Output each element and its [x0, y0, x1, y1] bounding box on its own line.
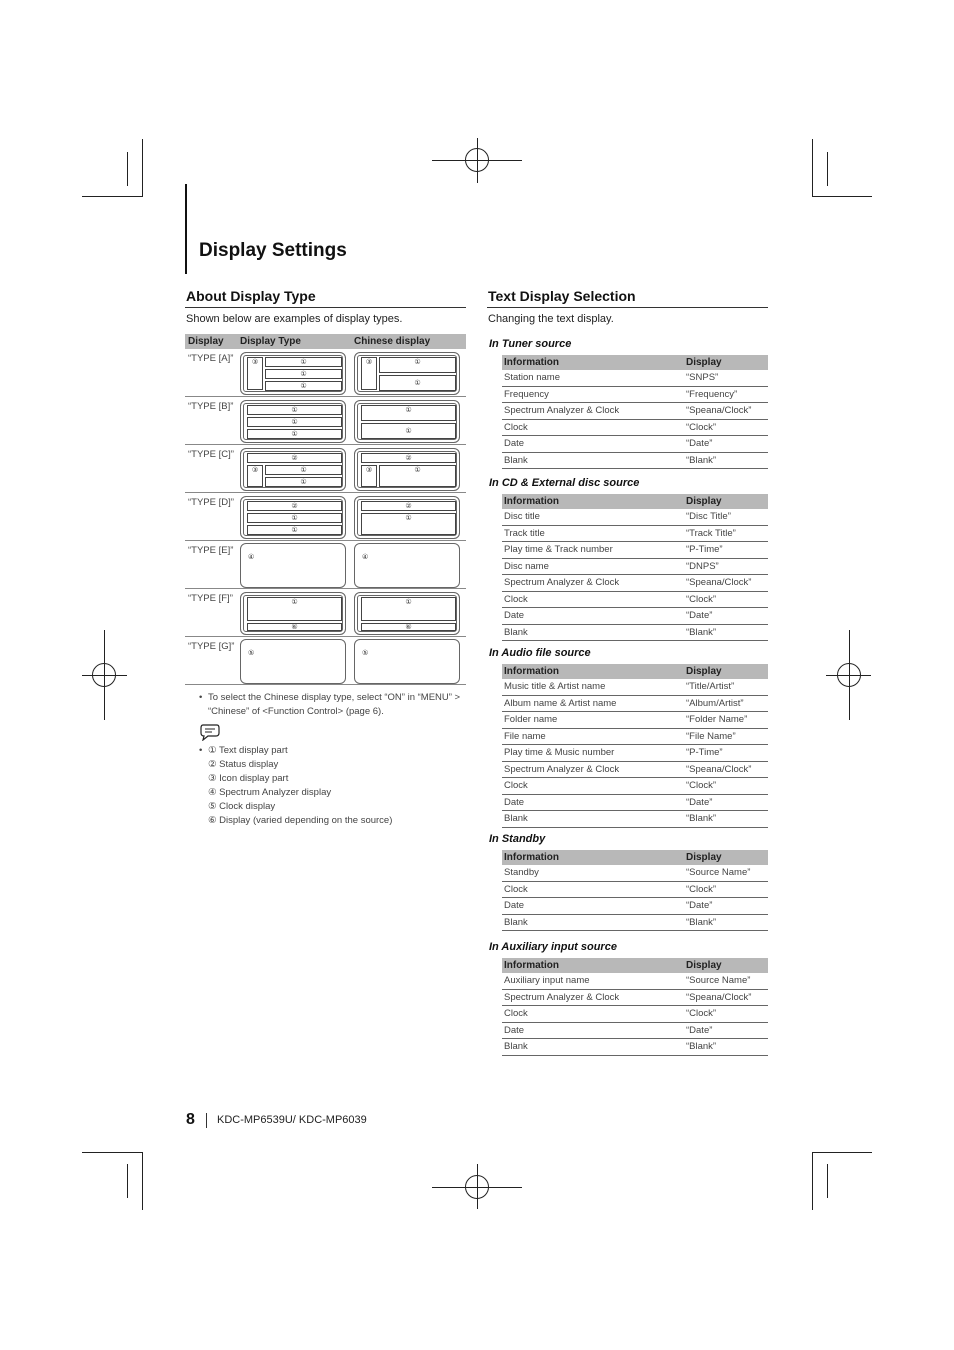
text-part-cell: ①	[247, 513, 342, 523]
display-cell: “Disc Title”	[686, 511, 731, 522]
table-row	[502, 778, 768, 795]
text-part-cell: ①	[379, 357, 456, 373]
icon-part-cell: ③	[247, 357, 263, 390]
table-row	[502, 712, 768, 729]
about-intro: Shown below are examples of display types.	[186, 313, 403, 325]
col-display: Display	[188, 336, 224, 347]
info-cell: Clock	[504, 1008, 528, 1019]
display-preview	[240, 592, 346, 635]
chinese-display-preview	[354, 639, 460, 684]
text-display-heading: Text Display Selection	[488, 288, 636, 304]
text-part-cell: ①	[247, 417, 342, 427]
display-cell: “P-Time”	[686, 544, 723, 555]
table-row	[502, 559, 768, 576]
source-table	[502, 958, 768, 1056]
source-table	[502, 850, 768, 931]
display-cell: “Title/Artist”	[686, 681, 735, 692]
table-row	[502, 973, 768, 990]
text-part-cell: ①	[265, 465, 342, 475]
info-cell: Disc title	[504, 511, 540, 522]
display-cell: “File Name”	[686, 730, 736, 742]
title-bar	[185, 184, 187, 274]
table-row	[502, 729, 768, 746]
display-cell: “Blank”	[686, 813, 717, 824]
table-row	[502, 1006, 768, 1023]
info-cell: Clock	[504, 883, 528, 895]
table-row	[185, 541, 466, 589]
info-cell: Station name	[504, 372, 560, 383]
info-cell: Disc name	[504, 560, 549, 572]
source-display-cell: ⑥	[247, 623, 342, 631]
source-title: In Auxiliary input source	[489, 941, 617, 953]
table-row	[502, 526, 768, 543]
table-row	[502, 745, 768, 762]
display-cell: “Track Title”	[686, 527, 736, 539]
display-cell: “DNPS”	[686, 560, 719, 572]
col-display: Display	[686, 496, 722, 507]
col-information: Information	[504, 852, 559, 863]
table-header	[502, 494, 768, 509]
table-row	[502, 898, 768, 915]
display-cell: “Clock”	[686, 593, 717, 605]
info-cell: Clock	[504, 780, 528, 791]
display-cell: “Folder Name”	[686, 714, 748, 725]
table-header	[502, 958, 768, 973]
text-part-cell: ①	[265, 477, 342, 487]
page-number: 8	[186, 1111, 195, 1128]
source-table	[502, 494, 768, 641]
display-cell: “Date”	[686, 900, 713, 911]
type-label: “TYPE [G]”	[188, 641, 235, 652]
display-preview	[240, 639, 346, 684]
type-label: “TYPE [D]”	[188, 497, 234, 508]
table-row	[502, 453, 768, 470]
table-row	[502, 387, 768, 404]
col-chinese-display: Chinese display	[354, 336, 431, 347]
display-cell: “Album/Artist”	[686, 697, 744, 709]
col-display: Display	[686, 960, 722, 971]
info-cell: Spectrum Analyzer & Clock	[504, 763, 620, 775]
icon-part-cell: ③	[361, 465, 377, 487]
display-cell: “Speana/Clock”	[686, 991, 752, 1003]
text-part-cell: ①	[361, 405, 456, 421]
page-title: Display Settings	[199, 240, 347, 261]
info-cell: Album name & Artist name	[504, 697, 617, 709]
display-cell: “Blank”	[686, 916, 717, 928]
chinese-display-preview	[354, 496, 460, 539]
info-cell: Auxiliary input name	[504, 975, 590, 986]
info-cell: Blank	[504, 454, 528, 466]
display-preview	[240, 352, 346, 395]
chinese-display-preview	[354, 352, 460, 395]
chinese-display-preview	[354, 448, 460, 491]
legend-list: • ① Text display part ② Status display ③ Icon display part ④ Spectrum Analyzer display ⑤ Clock display ⑥ Display (varied depending on the source)	[199, 744, 465, 828]
col-display: Display	[686, 666, 722, 677]
table-row	[502, 865, 768, 882]
table-row	[502, 592, 768, 609]
legend-item: ⑥ Display (varied depending on the source)	[208, 815, 393, 826]
text-part-cell: ①	[265, 357, 342, 367]
display-cell: “Speana/Clock”	[686, 577, 752, 588]
table-row	[502, 625, 768, 642]
type-label: “TYPE [E]”	[188, 545, 234, 556]
chinese-display-preview	[354, 543, 460, 588]
display-cell: “Clock”	[686, 1008, 717, 1019]
source-table	[502, 355, 768, 469]
display-cell: “SNPS”	[686, 372, 719, 383]
type-label: “TYPE [B]”	[188, 401, 234, 412]
spectrum-marker: ④	[362, 554, 369, 561]
display-preview	[240, 496, 346, 539]
text-part-cell: ①	[361, 597, 456, 621]
info-cell: Play time & Track number	[504, 544, 613, 555]
legend-item: ② Status display	[208, 759, 279, 770]
display-cell: “Speana/Clock”	[686, 405, 752, 416]
note-text: To select the Chinese display type, select “ON” in “MENU” > “Chinese” of <Function Control> (page 6).	[208, 692, 461, 717]
info-cell: Music title & Artist name	[504, 681, 606, 692]
source-title: In Tuner source	[489, 338, 572, 350]
text-part-cell: ①	[247, 405, 342, 415]
info-cell: Clock	[504, 593, 528, 605]
table-header	[502, 355, 768, 370]
source-display-cell: ⑥	[361, 623, 456, 631]
display-cell: “Frequency”	[686, 388, 738, 400]
type-label: “TYPE [C]”	[188, 449, 234, 460]
table-row	[185, 445, 466, 493]
table-row	[502, 403, 768, 420]
about-rule	[185, 307, 466, 308]
table-row	[502, 795, 768, 812]
table-row	[185, 589, 466, 637]
info-cell: Blank	[504, 916, 528, 928]
display-type-table-header	[185, 334, 466, 349]
display-cell: “Blank”	[686, 454, 717, 466]
info-cell: Blank	[504, 626, 528, 638]
table-row	[502, 542, 768, 559]
source-title: In CD & External disc source	[489, 477, 640, 489]
text-display-intro: Changing the text display.	[488, 313, 614, 325]
table-row	[502, 575, 768, 592]
status-cell: ②	[361, 501, 456, 511]
display-cell: “Blank”	[686, 626, 717, 638]
text-part-cell: ①	[247, 597, 342, 621]
table-row	[502, 679, 768, 696]
col-information: Information	[504, 496, 559, 507]
info-cell: Folder name	[504, 714, 558, 725]
text-part-cell: ①	[247, 525, 342, 535]
display-cell: “Blank”	[686, 1041, 717, 1052]
info-cell: Date	[504, 1024, 525, 1036]
type-label: “TYPE [F]”	[188, 593, 233, 604]
table-row	[502, 882, 768, 899]
display-cell: “Date”	[686, 438, 713, 449]
info-cell: Date	[504, 900, 525, 911]
table-row	[502, 370, 768, 387]
text-part-cell: ①	[361, 513, 456, 535]
display-cell: “Source Name”	[686, 975, 751, 986]
footer-divider	[206, 1113, 207, 1128]
info-cell: Clock	[504, 421, 528, 433]
col-information: Information	[504, 666, 559, 677]
spectrum-marker: ④	[248, 554, 255, 561]
table-row	[502, 436, 768, 453]
legend-item: ④ Spectrum Analyzer display	[208, 787, 332, 798]
table-row	[502, 990, 768, 1007]
info-cell: Spectrum Analyzer & Clock	[504, 405, 620, 416]
info-cell: Date	[504, 438, 525, 449]
display-preview	[240, 448, 346, 491]
info-cell: Date	[504, 610, 525, 621]
info-cell: Standby	[504, 867, 539, 878]
text-display-rule	[487, 307, 768, 308]
clock-marker: ⑤	[248, 650, 255, 657]
source-title: In Audio file source	[489, 647, 591, 659]
display-cell: “Date”	[686, 610, 713, 621]
icon-part-cell: ③	[247, 465, 263, 487]
table-row	[502, 608, 768, 625]
table-row	[185, 397, 466, 445]
about-heading: About Display Type	[186, 288, 316, 304]
display-cell: “Source Name”	[686, 867, 751, 878]
display-cell: “Clock”	[686, 883, 717, 895]
icon-part-cell: ③	[361, 357, 377, 390]
info-cell: Blank	[504, 1041, 528, 1052]
display-cell: “Date”	[686, 1024, 713, 1036]
display-cell: “P-Time”	[686, 747, 723, 758]
legend-item: ⑤ Clock display	[208, 801, 276, 812]
col-information: Information	[504, 960, 559, 971]
info-cell: Spectrum Analyzer & Clock	[504, 991, 620, 1003]
table-row	[502, 762, 768, 779]
chinese-display-preview	[354, 592, 460, 635]
table-header	[502, 664, 768, 679]
info-cell: Frequency	[504, 388, 549, 400]
table-row	[502, 509, 768, 526]
text-part-cell: ①	[379, 375, 456, 391]
display-preview	[240, 543, 346, 588]
col-information: Information	[504, 357, 559, 368]
table-row	[502, 811, 768, 828]
col-display: Display	[686, 852, 722, 863]
table-row	[185, 637, 466, 685]
type-label: “TYPE [A]”	[188, 353, 234, 364]
info-cell: Track title	[504, 527, 545, 539]
text-part-cell: ①	[265, 369, 342, 379]
clock-marker: ⑤	[362, 650, 369, 657]
info-cell: Play time & Music number	[504, 747, 615, 758]
text-part-cell: ①	[247, 429, 342, 439]
display-cell: “Clock”	[686, 421, 717, 433]
table-row	[502, 696, 768, 713]
info-cell: File name	[504, 730, 546, 742]
table-row	[502, 1023, 768, 1040]
chinese-display-preview	[354, 400, 460, 443]
col-display-type: Display Type	[240, 336, 301, 347]
info-cell: Date	[504, 796, 525, 808]
info-cell: Blank	[504, 813, 528, 824]
status-cell: ②	[361, 453, 456, 463]
table-row	[185, 493, 466, 541]
table-row	[502, 420, 768, 437]
text-part-cell: ①	[361, 423, 456, 439]
text-part-cell: ①	[265, 381, 342, 391]
table-row	[502, 915, 768, 932]
col-display: Display	[686, 357, 722, 368]
status-cell: ②	[247, 501, 342, 511]
note-icon	[199, 723, 221, 746]
display-cell: “Clock”	[686, 780, 717, 791]
legend-item: ① Text display part	[208, 745, 288, 756]
legend-item: ③ Icon display part	[208, 773, 289, 784]
display-preview	[240, 400, 346, 443]
table-row	[502, 1039, 768, 1056]
info-cell: Spectrum Analyzer & Clock	[504, 577, 620, 588]
text-part-cell: ①	[379, 465, 456, 487]
display-cell: “Date”	[686, 796, 713, 808]
table-row	[185, 349, 466, 397]
source-table	[502, 664, 768, 828]
source-title: In Standby	[489, 833, 546, 845]
display-cell: “Speana/Clock”	[686, 763, 752, 775]
table-header	[502, 850, 768, 865]
model-name: KDC-MP6539U/ KDC-MP6039	[217, 1114, 367, 1126]
status-cell: ②	[247, 453, 342, 463]
note-item: • To select the Chinese display type, select “ON” in “MENU” > “Chinese” of <Function Control> (page 6).	[199, 691, 465, 719]
